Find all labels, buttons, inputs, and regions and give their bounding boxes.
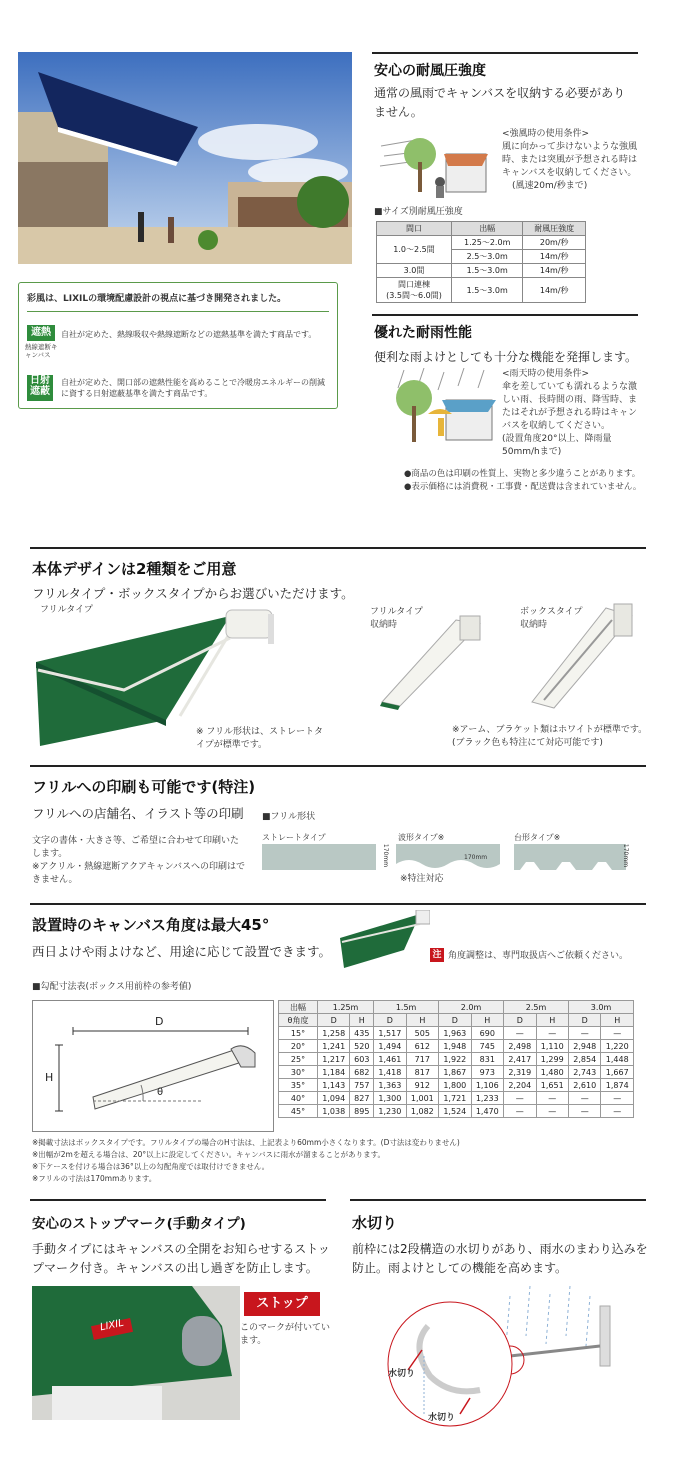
rain-cond-note: (設置角度20°以上、降雨量50mm/hまで) (502, 434, 612, 457)
angle-footnote-4: ※フリルの寸法は170mmあります。 (32, 1174, 157, 1183)
header-cell: 3.0m (569, 1001, 634, 1014)
caution-badge: 注 (430, 948, 444, 962)
frill-shape-straight-label: ストレートタイプ (262, 833, 326, 842)
angle-footnote-3: ※下ケースを付ける場合は36°以上の勾配角度では取付けできません。 (32, 1162, 270, 1171)
header-cell: D (439, 1014, 471, 1027)
table-cell: 717 (406, 1053, 438, 1066)
table-cell: 827 (350, 1092, 374, 1105)
header-cell: 1.5m (374, 1001, 439, 1014)
angle-cell: 25° (279, 1053, 318, 1066)
stop-mark-photo (32, 1286, 240, 1420)
frill-stored-label: フリルタイプ 収納時 (370, 607, 423, 630)
solar-shield-text: 自社が定めた、開口部の遮熱性能を高めることで冷暖房エネルギーの削減に資する日射遮蔽基準を満たす商品です。 (61, 378, 325, 398)
table-cell: 1,106 (471, 1079, 503, 1092)
table-cell: 1,480 (536, 1066, 568, 1079)
eco-info-box (18, 282, 338, 409)
table-cell: — (569, 1092, 601, 1105)
table-cell: 1,082 (406, 1105, 438, 1118)
special-order-note: ※特注対応 (400, 874, 444, 884)
frill-dim-label: 170mm (464, 854, 488, 861)
table-cell: 2,948 (569, 1040, 601, 1053)
header-cell: 間口 (377, 222, 452, 236)
table-row (279, 1027, 634, 1040)
header-cell: D (504, 1014, 536, 1027)
frill-shape-straight (262, 844, 376, 870)
table-cell: — (569, 1027, 601, 1040)
header-cell (279, 1001, 318, 1014)
heat-shield-badge: 遮熱 (27, 325, 55, 341)
header-cell: 出幅 (452, 222, 523, 236)
table-cell: 520 (350, 1040, 374, 1053)
table-cell: — (569, 1105, 601, 1118)
header-cell: 2.5m (504, 1001, 569, 1014)
note-price: ●表示価格には消費税・工事費・配送費は含まれていません。 (404, 482, 642, 492)
heat-shield-sub: 熱線遮断キャンバス (25, 343, 58, 359)
angle-diagram (32, 1000, 274, 1132)
heat-shield-text: 自社が定めた、熱線吸収や熱線遮断などの遮熱基準を満たす商品です。 (61, 330, 317, 339)
table-cell: — (504, 1027, 536, 1040)
table-cell: 1,874 (601, 1079, 634, 1092)
table-cell: — (536, 1027, 568, 1040)
table-row (279, 1079, 634, 1092)
table-cell: — (504, 1092, 536, 1105)
frill-dim-label: 170mm (382, 843, 390, 868)
angle-table-title: ■勾配寸法表(ボックス用前枠の参考値) (32, 982, 192, 992)
table-cell: 1,948 (439, 1040, 471, 1053)
table-cell: 895 (350, 1105, 374, 1118)
header-cell: D (569, 1014, 601, 1027)
rain-cond-title: <雨天時の使用条件> (502, 369, 590, 379)
table-cell: 1,184 (318, 1066, 350, 1079)
table-cell: 612 (406, 1040, 438, 1053)
table-cell: 1.5〜3.0m (452, 278, 523, 303)
table-cell: 435 (350, 1027, 374, 1040)
table-cell: 1,299 (536, 1053, 568, 1066)
awning-mall-photo (18, 52, 352, 264)
table-row (279, 1105, 634, 1118)
angle-lead: 西日よけや雨よけなど、用途に応じて設置できます。 (32, 944, 332, 959)
angle-dimension-table (278, 1000, 634, 1118)
table-cell: 1,667 (601, 1066, 634, 1079)
stop-badge: ストップ (244, 1292, 320, 1316)
angle-cell: 15° (279, 1027, 318, 1040)
table-cell: 1.25〜2.0m (452, 236, 523, 250)
table-cell: 505 (406, 1027, 438, 1040)
table-cell: — (601, 1105, 634, 1118)
table-cell: 1,110 (536, 1040, 568, 1053)
angle-note: 角度調整は、専門取扱店へご依頼ください。 (448, 951, 629, 961)
header-cell: 耐風圧強度 (523, 222, 586, 236)
table-cell: 1,001 (406, 1092, 438, 1105)
table-cell: 3.0間 (377, 264, 452, 278)
table-cell: 1,038 (318, 1105, 350, 1118)
frill-shape-trapezoid-label: 台形タイプ※ (514, 833, 561, 842)
stop-caption: このマークが付いています。 (240, 1323, 331, 1346)
table-cell: 1,363 (374, 1079, 406, 1092)
table-cell: 1,217 (318, 1053, 350, 1066)
table-cell: 973 (471, 1066, 503, 1079)
angle-title: 設置時のキャンバス角度は最大45° (32, 916, 270, 934)
table-cell: 831 (471, 1053, 503, 1066)
table-cell: 1,800 (439, 1079, 471, 1092)
header-cell: H (536, 1014, 568, 1027)
cell-line: 間口連棟 (398, 280, 430, 289)
table-row (279, 1066, 634, 1079)
angle-cell: 20° (279, 1040, 318, 1053)
table-cell: 1,721 (439, 1092, 471, 1105)
angle-theta-label: θ (157, 1087, 164, 1098)
table-cell: 817 (406, 1066, 438, 1079)
table-cell: 1,651 (536, 1079, 568, 1092)
table-cell: 1,524 (439, 1105, 471, 1118)
wind-cond-note: (風速20m/秒まで) (512, 181, 588, 191)
angle-cell: 45° (279, 1105, 318, 1118)
angle-footnote-1: ※掲載寸法はボックスタイプです。フリルタイプの場合のH寸法は、上記表より60mm小さくなります。(D寸法は変わりません) (32, 1138, 460, 1147)
dim-d-label: D (155, 1015, 164, 1028)
wind-illustration (376, 126, 494, 202)
table-cell: 1,922 (439, 1053, 471, 1066)
rain-title: 優れた耐雨性能 (374, 325, 472, 341)
table-cell: 2,417 (504, 1053, 536, 1066)
angle-awning-illustration (334, 910, 430, 972)
wind-title: 安心の耐風圧強度 (374, 63, 486, 79)
table-cell: 912 (406, 1079, 438, 1092)
angle-footnote-2: ※出幅が2mを超える場合は、20°以上に設定してください。キャンバスに雨水が溜まることがあります。 (32, 1150, 386, 1159)
header-cell: H (406, 1014, 438, 1027)
table-cell: 2.5〜3.0m (452, 250, 523, 264)
print-lead: フリルへの店舗名、イラスト等の印刷 (32, 806, 244, 821)
drain-title: 水切り (352, 1214, 398, 1232)
rain-lead: 便利な雨よけとしても十分な機能を発揮します。 (374, 350, 638, 364)
table-cell: — (536, 1105, 568, 1118)
table-cell: 1,517 (374, 1027, 406, 1040)
angle-cell: 40° (279, 1092, 318, 1105)
solar-shield-badge: 日射遮蔽 (27, 375, 53, 401)
drain-label-2: 水切り (428, 1413, 456, 1423)
note-color: ●商品の色は印刷の性質上、実物と多少違うことがあります。 (404, 469, 641, 479)
table-row (279, 1092, 634, 1105)
wind-table-title: ■サイズ別耐風圧強度 (374, 207, 463, 217)
table-row (279, 1053, 634, 1066)
table-cell: 2,610 (569, 1079, 601, 1092)
table-cell: 1,233 (471, 1092, 503, 1105)
design-title: 本体デザインは2種類をご用意 (32, 560, 237, 578)
table-cell: 2,319 (504, 1066, 536, 1079)
header-cell: 1.25m (318, 1001, 374, 1014)
table-cell: 1,867 (439, 1066, 471, 1079)
table-cell: 1,494 (374, 1040, 406, 1053)
table-cell: 1,094 (318, 1092, 350, 1105)
table-cell: 1,241 (318, 1040, 350, 1053)
table-cell: 682 (350, 1066, 374, 1079)
table-cell: 603 (350, 1053, 374, 1066)
wind-cond-text: 風に向かって歩けないような強風時、または突風が予想される時はキャンバスを収納してください。 (502, 142, 638, 178)
header-cell: H (350, 1014, 374, 1027)
frill-note: ※ フリル形状は、ストレートタイプが標準です。 (196, 727, 324, 750)
drain-illustration (360, 1286, 640, 1436)
frill-shape-wave-label: 波形タイプ※ (398, 833, 445, 842)
table-cell: — (504, 1105, 536, 1118)
table-cell: 745 (471, 1040, 503, 1053)
table-cell: 2,498 (504, 1040, 536, 1053)
angle-cell: 35° (279, 1079, 318, 1092)
table-cell: 757 (350, 1079, 374, 1092)
stop-title: 安心のストップマーク(手動タイプ) (32, 1216, 246, 1232)
table-cell: 1,448 (601, 1053, 634, 1066)
table-cell: — (601, 1092, 634, 1105)
table-cell (377, 278, 452, 303)
frill-shape-title: ■フリル形状 (262, 812, 316, 822)
header-cell: D (318, 1014, 350, 1027)
table-cell: 14m/秒 (523, 264, 586, 278)
box-stored-illustration (528, 602, 634, 712)
table-cell: 1,258 (318, 1027, 350, 1040)
table-cell: 1,230 (374, 1105, 406, 1118)
table-cell: 2,204 (504, 1079, 536, 1092)
table-cell: 690 (471, 1027, 503, 1040)
table-cell: 1,963 (439, 1027, 471, 1040)
frill-label: フリルタイプ (40, 605, 93, 615)
wind-strength-table (376, 221, 586, 303)
design-lead: フリルタイプ・ボックスタイプからお選びいただけます。 (32, 586, 354, 601)
box-stored-label: ボックスタイプ 収納時 (520, 607, 583, 630)
eco-headline: 彩風は、LIXILの環境配慮設計の視点に基づき開発されました。 (27, 294, 287, 304)
table-cell: 1,470 (471, 1105, 503, 1118)
table-cell: 2,854 (569, 1053, 601, 1066)
table-row (279, 1040, 634, 1053)
table-cell: 2,743 (569, 1066, 601, 1079)
header-cell: H (471, 1014, 503, 1027)
table-cell: 1,418 (374, 1066, 406, 1079)
print-text: 文字の書体・大きさ等、ご希望に合わせて印刷いたします。 (32, 836, 240, 859)
table-cell: 14m/秒 (523, 278, 586, 303)
col-head: 出幅 (290, 1002, 306, 1012)
drain-lead: 前枠には2段構造の水切りがあり、雨水のまわり込みを防止。雨よけとしての機能を高めます。 (352, 1242, 648, 1275)
arm-note: ※アーム、ブラケット類はホワイトが標準です。 (ブラック色も特注にて対応可能です) (452, 725, 648, 748)
frill-dim-label: 170mm (622, 843, 630, 868)
canvas-print-text: LIXIL (99, 1317, 125, 1334)
print-note: ※アクリル・熱線遮断アクアキャンバスへの印刷はできません。 (32, 862, 246, 885)
table-cell: 1,461 (374, 1053, 406, 1066)
table-cell: 1,300 (374, 1092, 406, 1105)
table-cell: 1,143 (318, 1079, 350, 1092)
print-title: フリルへの印刷も可能です(特注) (32, 778, 256, 796)
frill-stored-illustration (376, 614, 482, 710)
table-cell: 1.5〜3.0m (452, 264, 523, 278)
frill-shape-trapezoid (514, 844, 626, 870)
rain-cond-text: 傘を差していても濡れるような激しい雨、長時間の雨、降雪時、またはそれが予想される時はキャンバスを収納してください。 (502, 382, 638, 431)
wind-cond-title: <強風時の使用条件> (502, 129, 590, 139)
stop-lead: 手動タイプにはキャンバスの全開をお知らせするストップマーク付き。キャンバスの出し過ぎを防止します。 (32, 1242, 330, 1275)
table-cell: — (601, 1027, 634, 1040)
wind-lead: 通常の風雨でキャンバスを収納する必要がありません。 (374, 86, 626, 119)
table-cell: 1,220 (601, 1040, 634, 1053)
drain-label-1: 水切り (388, 1369, 416, 1379)
dim-h-label: H (45, 1071, 54, 1084)
header-cell: θ角度 (279, 1014, 318, 1027)
table-cell: — (536, 1092, 568, 1105)
angle-cell: 30° (279, 1066, 318, 1079)
cell-line: (3.5間〜6.0間) (386, 291, 442, 300)
header-cell: 2.0m (439, 1001, 504, 1014)
table-cell: 20m/秒 (523, 236, 586, 250)
header-cell: D (374, 1014, 406, 1027)
table-cell: 14m/秒 (523, 250, 586, 264)
table-cell: 1.0〜2.5間 (377, 236, 452, 264)
rain-illustration (384, 368, 500, 448)
header-cell: H (601, 1014, 634, 1027)
